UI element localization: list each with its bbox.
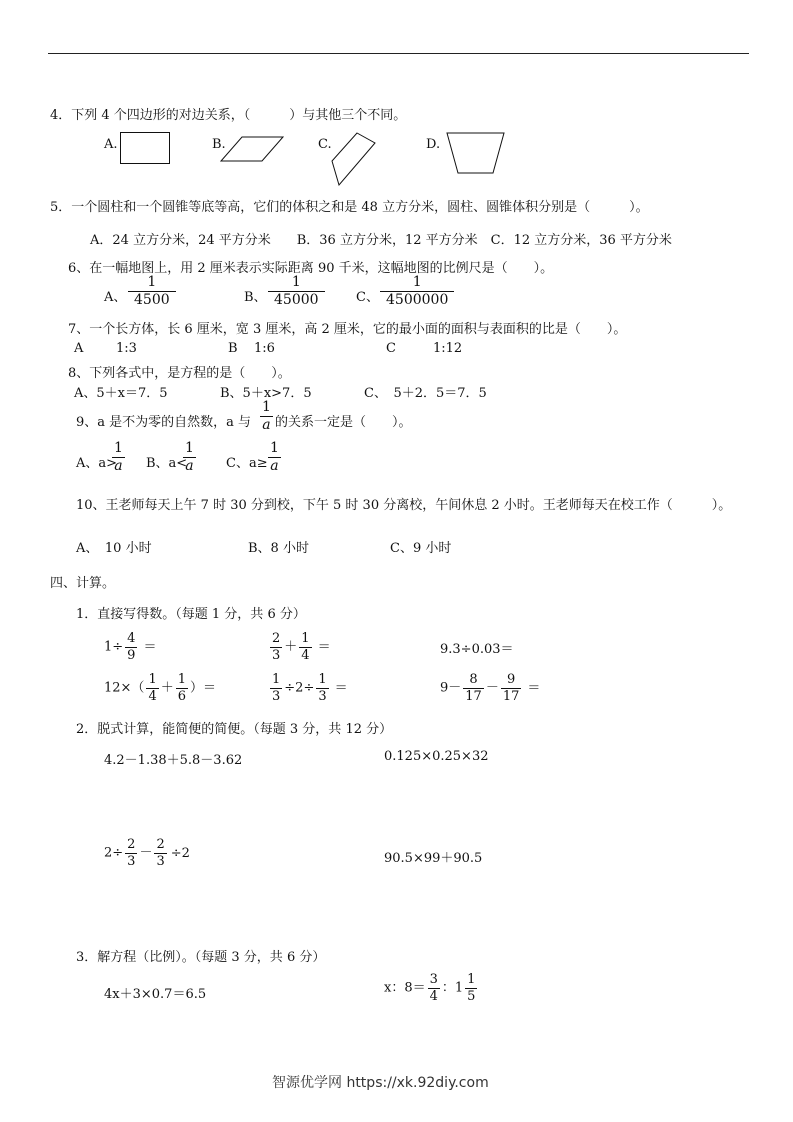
- q6-stem: 6、在一幅地图上，用 2 厘米表示实际距离 90 千米，这幅地图的比例尺是（ ）。: [68, 261, 554, 276]
- calc1-expr-3: 9.3÷0.03＝: [440, 642, 514, 657]
- q4-stem: 4．下列 4 个四边形的对边关系，（ ）与其他三个不同。: [50, 108, 407, 123]
- q10-stem: 10、王老师每天上午 7 时 30 分到校，下午 5 时 30 分离校，午间休息 2 小时。王老师每天在校工作（ ）。: [76, 498, 732, 513]
- q7-option-a-label: A: [74, 341, 84, 356]
- q4-label-b: B.: [212, 137, 226, 152]
- q7-option-b: 1:6: [254, 341, 275, 356]
- q6-label-a: A、: [104, 290, 127, 305]
- q8-stem: 8、下列各式中，是方程的是（ ）。: [68, 366, 291, 381]
- q6-fraction-c: $\frac{1}{4500000}$: [378, 275, 456, 307]
- footer-watermark: 智源优学网 https://xk.92diy.com: [272, 1075, 489, 1091]
- calc1-expr-6: 9－ $\frac{8}{17}$ － $\frac{9}{17}$ ＝: [440, 672, 541, 704]
- q9-stem-fraction: $\frac{1}{a}$: [262, 399, 271, 433]
- q6-label-b: B、: [244, 290, 267, 305]
- q10-option-c: C、9 小时: [390, 541, 452, 556]
- calc2-expr-1: 4.2－1.38＋5.8－3.62: [104, 753, 243, 768]
- section-4-title: 四、计算。: [50, 576, 116, 591]
- q5-options: A．24 立方分米，24 平方分米 B．36 立方分米，12 平方分米 C．12 立方分米，36 平方分米: [90, 233, 672, 248]
- q8-option-a: A、5＋x＝7．5: [74, 386, 168, 401]
- q7-stem: 7、一个长方体，长 6 厘米，宽 3 厘米，高 2 厘米，它的最小面的面积与表面积的比是（ ）。: [68, 322, 627, 337]
- rectangle-shape: [120, 132, 170, 164]
- calc3-expr-2: x：8＝ $\frac{3}{4}$ ：1 $\frac{1}{5}$: [384, 972, 476, 1004]
- calc2-expr-3: 2÷ $\frac{2}{3}$ － $\frac{2}{3}$ ÷2: [104, 837, 190, 869]
- q9-stem-pre: 9、a 是不为零的自然数，a 与: [76, 415, 252, 430]
- q4-label-d: D.: [426, 137, 441, 152]
- header-rule: [48, 53, 749, 54]
- calc3-title: 3．解方程（比例）。（每题 3 分，共 6 分）: [76, 950, 326, 965]
- q10-option-a: A、 10 小时: [76, 541, 152, 556]
- q7-option-a: 1:3: [116, 341, 137, 356]
- calc2-expr-4: 90.5×99＋90.5: [384, 851, 483, 866]
- trapezoid-shape: [446, 131, 506, 175]
- q7-option-b-label: B: [228, 341, 238, 356]
- parallelogram-shape: [220, 136, 284, 162]
- q7-option-c: 1:12: [433, 341, 463, 356]
- q9-option-a-fraction: $\frac{1}{a}$: [114, 440, 123, 474]
- q7-option-c-label: C: [386, 341, 396, 356]
- q6-label-c: C、: [356, 290, 379, 305]
- q4-label-c: C.: [318, 137, 332, 152]
- calc3-expr-1: 4x＋3×0.7＝6.5: [104, 987, 207, 1002]
- q9-option-c-fraction: $\frac{1}{a}$: [270, 440, 279, 474]
- q6-fraction-b: $\frac{1}{45000}$: [266, 275, 327, 307]
- q8-option-c: C、 5＋2．5＝7．5: [364, 386, 487, 401]
- q9-option-a-label: A、a>: [76, 456, 118, 471]
- q8-option-b: B、5＋x>7．5: [220, 386, 312, 401]
- calc1-title: 1．直接写得数。（每题 1 分，共 6 分）: [76, 607, 306, 622]
- calc2-expr-2: 0.125×0.25×32: [384, 749, 489, 764]
- calc1-expr-1: 1÷ $\frac{4}{9}$ ＝: [104, 631, 157, 663]
- rhombus-shape: [331, 131, 377, 187]
- q9-stem-post: 的关系一定是（ ）。: [275, 415, 412, 430]
- q9-option-b-fraction: $\frac{1}{a}$: [185, 440, 194, 474]
- q5-stem: 5．一个圆柱和一个圆锥等底等高，它们的体积之和是 48 立方分米，圆柱、圆锥体积分别是（ ）。: [50, 200, 649, 215]
- calc1-expr-5: $\frac{1}{3}$ ÷2÷ $\frac{1}{3}$ ＝: [272, 672, 348, 704]
- q4-label-a: A.: [104, 137, 118, 152]
- calc1-expr-4: 12×（ $\frac{1}{4}$ ＋ $\frac{1}{6}$ ）＝: [104, 672, 217, 704]
- q9-option-c-label: C、a≥: [226, 456, 268, 471]
- calc1-expr-2: $\frac{2}{3}$ ＋ $\frac{1}{4}$ ＝: [272, 631, 331, 663]
- q10-option-b: B、8 小时: [248, 541, 309, 556]
- q9-option-b-label: B、a<: [146, 456, 188, 471]
- calc2-title: 2．脱式计算，能简便的简便。（每题 3 分，共 12 分）: [76, 722, 393, 737]
- q6-fraction-a: $\frac{1}{4500}$: [126, 275, 178, 307]
